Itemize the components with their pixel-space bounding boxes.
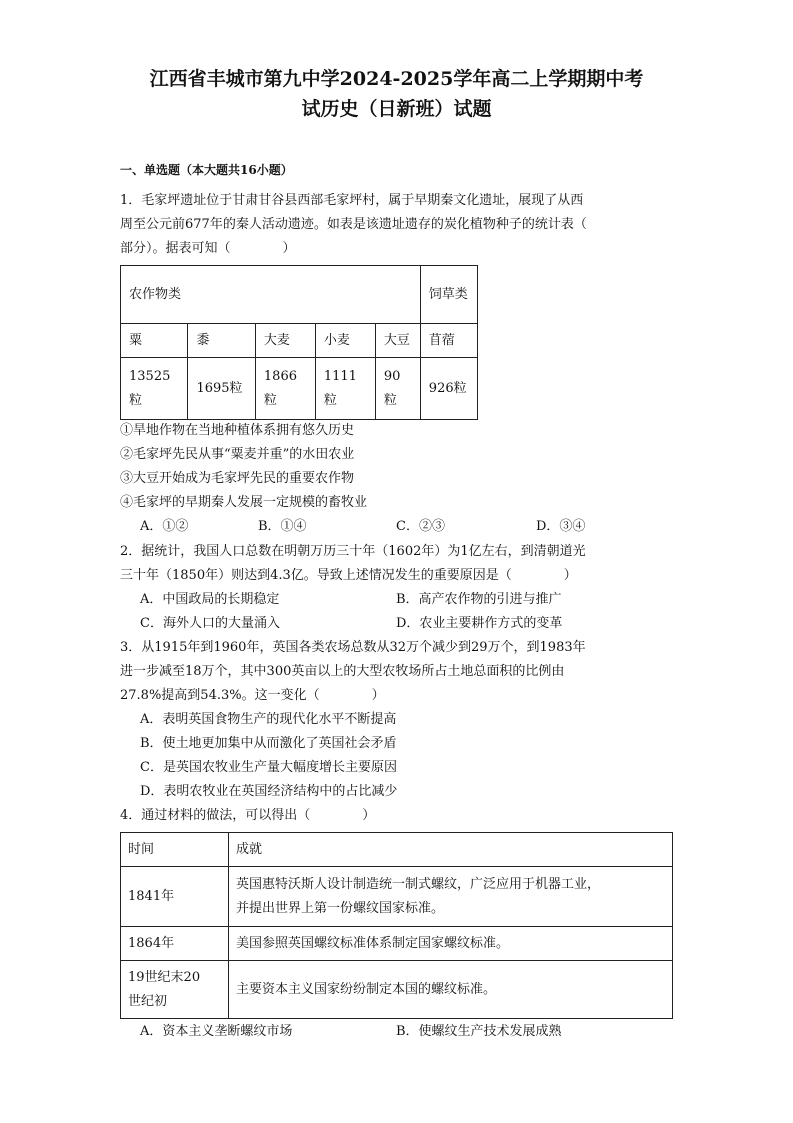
table-cell: 粟	[121, 324, 188, 358]
q1-stem-line: 部分）。据表可知（ ）	[120, 241, 296, 256]
q1-statement: ②毛家坪先民从事“粟麦并重”的水田农业	[120, 447, 355, 462]
table-cell-line: 世纪初	[128, 993, 168, 1009]
q4-stem: 4．通过材料的做法，可以得出（ ）	[120, 808, 376, 823]
table-cell-line: 英国惠特沃斯人设计制造统一制式螺纹，广泛应用于机器工业，	[236, 876, 601, 892]
q1-option-b[interactable]: B．①④	[258, 519, 307, 534]
q1-statement: ④毛家坪的早期秦人发展一定规模的畜牧业	[120, 495, 368, 510]
table-group-header: 饲草类	[420, 266, 477, 324]
q3-stem-line: 27.8%提高到54.3%。这一变化（ ）	[120, 688, 385, 703]
q1-statement: ③大豆开始成为毛家坪先民的重要农作物	[120, 471, 355, 486]
q1-option-c[interactable]: C．②③	[396, 519, 445, 534]
table-cell: 1111粒	[315, 358, 375, 420]
table-cell	[229, 867, 673, 927]
q2-option-c[interactable]: C．海外人口的大量涌入	[140, 616, 280, 631]
q1-stem-line: 1．毛家坪遗址位于甘肃甘谷县西部毛家坪村，属于早期秦文化遗址，展现了从西	[120, 193, 584, 208]
page-title-line-2: 试历史（日新班）试题	[301, 98, 492, 120]
table-cell: 苜蓿	[420, 324, 477, 358]
table-group-header: 农作物类	[121, 266, 421, 324]
q1-statement: ①旱地作物在当地种植体系拥有悠久历史	[120, 423, 355, 438]
q1-option-d[interactable]: D．③④	[536, 519, 586, 534]
q2-option-b[interactable]: B．高产农作物的引进与推广	[396, 592, 562, 607]
q1-stem-line: 周至公元前677年的秦人活动遗迹。如表是该遗址遗存的炭化植物种子的统计表（	[120, 217, 587, 232]
table-cell: 大豆	[375, 324, 420, 358]
table-cell-line: 并提出世界上第一份螺纹国家标准。	[236, 900, 445, 916]
q3-stem-line: 进一步减至18万个，其中300英亩以上的大型农牧场所占土地总面积的比例由	[120, 664, 565, 679]
table-header: 成就	[229, 833, 673, 867]
q3-option-b[interactable]: B．使土地更加集中从而激化了英国社会矛盾	[140, 736, 397, 751]
table-cell: 主要资本主义国家纷纷制定本国的螺纹标准。	[229, 961, 673, 1019]
q1-option-a[interactable]: A．①②	[140, 519, 189, 534]
table-cell: 黍	[188, 324, 255, 358]
section-heading: 一、单选题（本大题共16小题）	[120, 163, 293, 177]
q4-option-b[interactable]: B．使螺纹生产技术发展成熟	[396, 1024, 562, 1039]
q3-option-a[interactable]: A．表明英国食物生产的现代化水平不断提高	[140, 712, 397, 727]
q2-option-d[interactable]: D．农业主要耕作方式的变革	[396, 616, 563, 631]
table-cell: 90粒	[375, 358, 420, 420]
table-cell: 1695粒	[188, 358, 255, 420]
table-cell: 1866粒	[255, 358, 315, 420]
table-cell	[121, 961, 229, 1019]
table-cell: 大麦	[255, 324, 315, 358]
table-cell-line: 19世纪末20	[128, 969, 201, 985]
q3-option-c[interactable]: C．是英国农牧业生产量大幅度增长主要原因	[140, 760, 397, 775]
table-header: 时间	[121, 833, 229, 867]
q2-option-a[interactable]: A．中国政局的长期稳定	[140, 592, 280, 607]
table-cell: 1864年	[121, 927, 229, 961]
q4-thread-standard-table	[120, 832, 673, 1019]
table-cell: 1841年	[121, 867, 229, 927]
q3-option-d[interactable]: D．表明农牧业在英国经济结构中的占比减少	[140, 784, 398, 799]
page-title-line-1: 江西省丰城市第九中学2024-2025学年高二上学期期中考	[149, 68, 644, 90]
q3-stem-line: 3．从1915年到1960年，英国各类农场总数从32万个减少到29万个，到1983年	[120, 640, 586, 655]
q4-option-a[interactable]: A．资本主义垄断螺纹市场	[140, 1024, 293, 1039]
table-cell: 小麦	[315, 324, 375, 358]
q2-stem-line: 三十年（1850年）则达到4.3亿。导致上述情况发生的重要原因是（ ）	[120, 568, 577, 583]
table-cell: 926粒	[420, 358, 477, 420]
table-cell: 美国参照英国螺纹标准体系制定国家螺纹标准。	[229, 927, 673, 961]
q1-seed-table	[120, 265, 478, 420]
table-cell: 13525粒	[121, 358, 188, 420]
q2-stem-line: 2．据统计，我国人口总数在明朝万历三十年（1602年）为1亿左右，到清朝道光	[120, 544, 586, 559]
